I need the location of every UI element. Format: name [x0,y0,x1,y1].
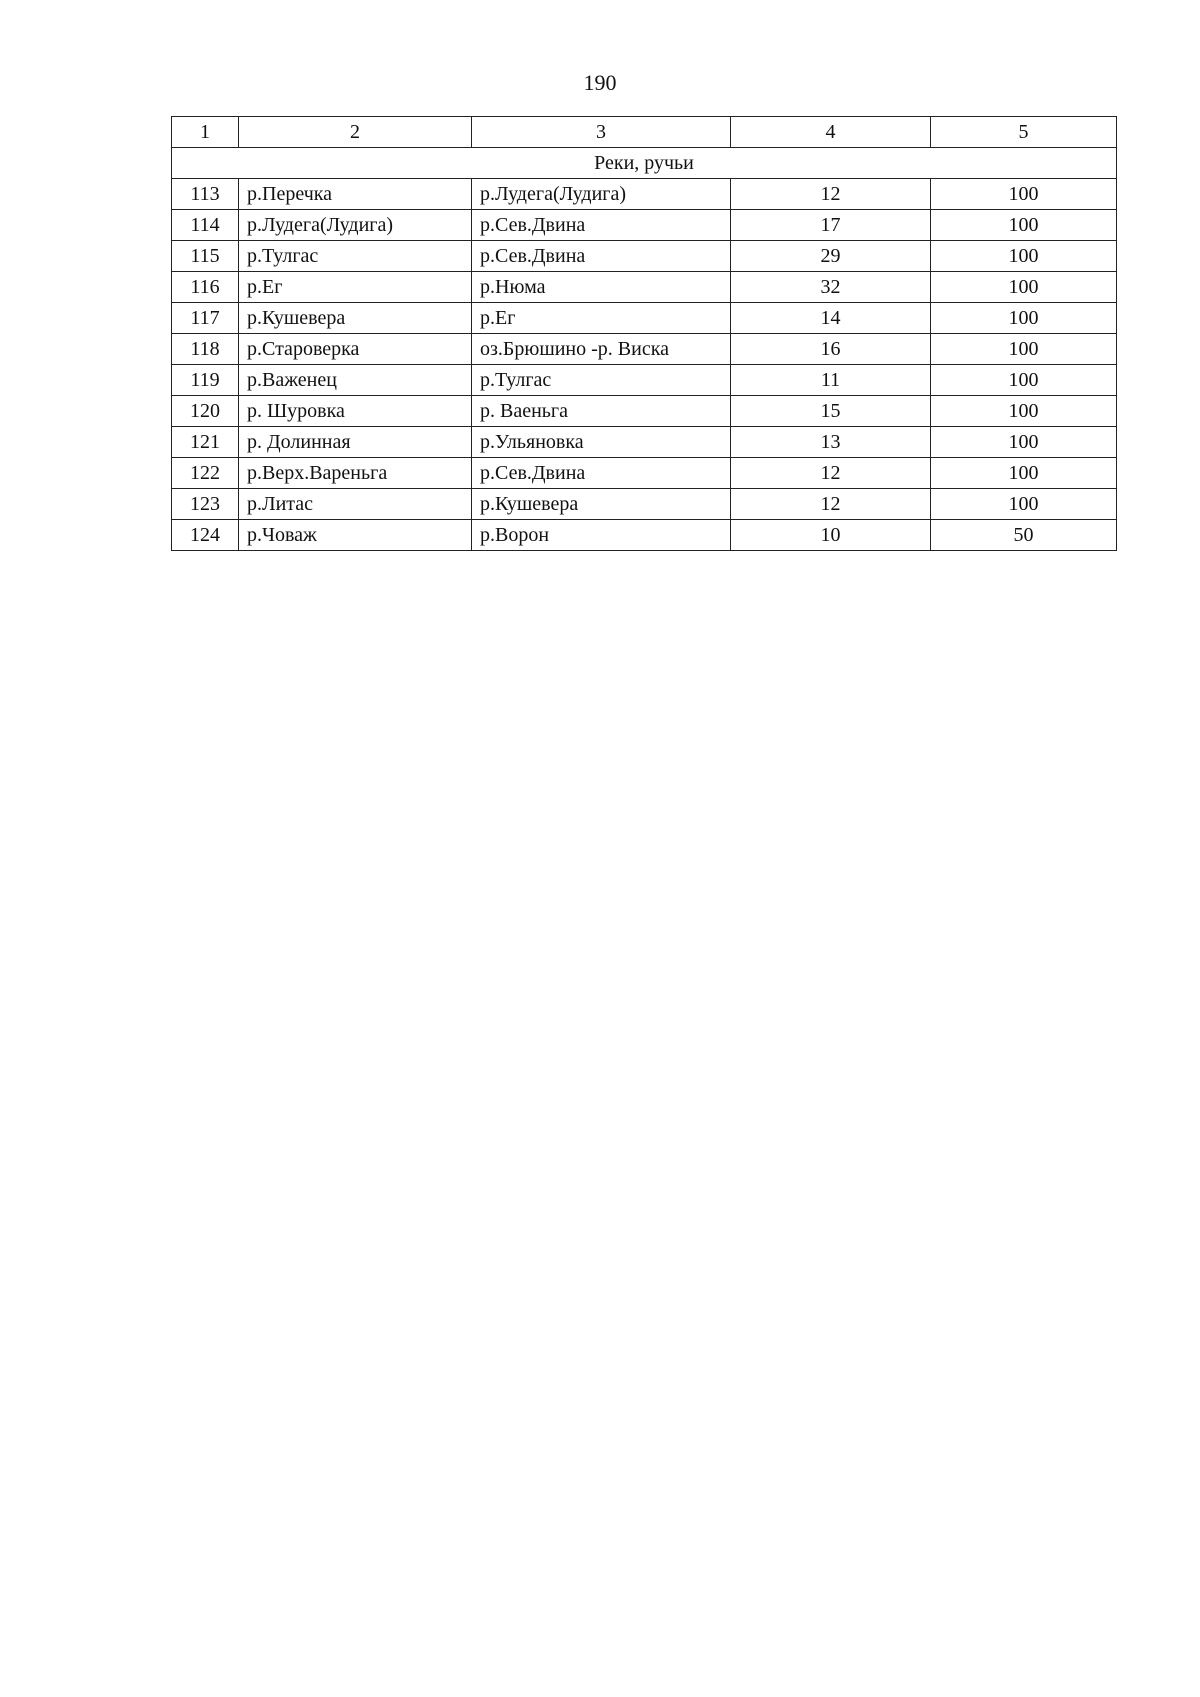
zone-width-cell: 100 [931,241,1117,272]
zone-width-cell: 100 [931,303,1117,334]
column-number-row [172,117,1117,148]
river-name-cell: р.Староверка [239,334,472,365]
table-body [172,117,1117,551]
row-number-cell: 115 [172,241,239,272]
mouth-cell: р. Ваеньга [472,396,731,427]
column-number-3: 3 [472,117,731,148]
section-title: Реки, ручьи [172,148,1117,179]
mouth-cell: р.Лудега(Лудига) [472,179,731,210]
length-cell: 13 [731,427,931,458]
length-cell: 32 [731,272,931,303]
zone-width-cell: 100 [931,210,1117,241]
table-row [172,272,1117,303]
river-name-cell: р.Ег [239,272,472,303]
mouth-cell: р.Сев.Двина [472,241,731,272]
row-number-cell: 114 [172,210,239,241]
river-name-cell: р.Тулгас [239,241,472,272]
mouth-cell: р.Тулгас [472,365,731,396]
table-row [172,520,1117,551]
length-cell: 29 [731,241,931,272]
river-name-cell: р.Кушевера [239,303,472,334]
zone-width-cell: 100 [931,179,1117,210]
length-cell: 10 [731,520,931,551]
column-number-1: 1 [172,117,239,148]
table-row [172,179,1117,210]
length-cell: 16 [731,334,931,365]
row-number-cell: 120 [172,396,239,427]
river-name-cell: р.Верх.Вареньга [239,458,472,489]
mouth-cell: р.Нюма [472,272,731,303]
zone-width-cell: 100 [931,272,1117,303]
length-cell: 12 [731,179,931,210]
table-row [172,303,1117,334]
zone-width-cell: 100 [931,365,1117,396]
table-row [172,210,1117,241]
mouth-cell: р.Ег [472,303,731,334]
column-number-5: 5 [931,117,1117,148]
page-number: 190 [583,70,617,95]
length-cell: 11 [731,365,931,396]
table-row [172,458,1117,489]
row-number-cell: 123 [172,489,239,520]
length-cell: 17 [731,210,931,241]
rivers-table [171,116,1117,551]
table-row [172,365,1117,396]
row-number-cell: 116 [172,272,239,303]
table-row [172,427,1117,458]
zone-width-cell: 100 [931,427,1117,458]
river-name-cell: р.Важенец [239,365,472,396]
length-cell: 12 [731,489,931,520]
row-number-cell: 122 [172,458,239,489]
zone-width-cell: 100 [931,334,1117,365]
mouth-cell: оз.Брюшино -р. Виска [472,334,731,365]
mouth-cell: р.Ульяновка [472,427,731,458]
row-number-cell: 121 [172,427,239,458]
column-number-2: 2 [239,117,472,148]
zone-width-cell: 100 [931,458,1117,489]
row-number-cell: 117 [172,303,239,334]
row-number-cell: 113 [172,179,239,210]
row-number-cell: 118 [172,334,239,365]
zone-width-cell: 100 [931,396,1117,427]
mouth-cell: р.Сев.Двина [472,210,731,241]
row-number-cell: 119 [172,365,239,396]
length-cell: 14 [731,303,931,334]
mouth-cell: р.Сев.Двина [472,458,731,489]
table-row [172,334,1117,365]
river-name-cell: р.Човаж [239,520,472,551]
zone-width-cell: 50 [931,520,1117,551]
mouth-cell: р.Кушевера [472,489,731,520]
length-cell: 15 [731,396,931,427]
river-name-cell: р. Шуровка [239,396,472,427]
river-name-cell: р.Лудега(Лудига) [239,210,472,241]
zone-width-cell: 100 [931,489,1117,520]
length-cell: 12 [731,458,931,489]
river-name-cell: р.Перечка [239,179,472,210]
mouth-cell: р.Ворон [472,520,731,551]
table-row [172,489,1117,520]
column-number-4: 4 [731,117,931,148]
river-name-cell: р. Долинная [239,427,472,458]
section-header-row [172,148,1117,179]
row-number-cell: 124 [172,520,239,551]
river-name-cell: р.Литас [239,489,472,520]
table-row [172,241,1117,272]
table-row [172,396,1117,427]
